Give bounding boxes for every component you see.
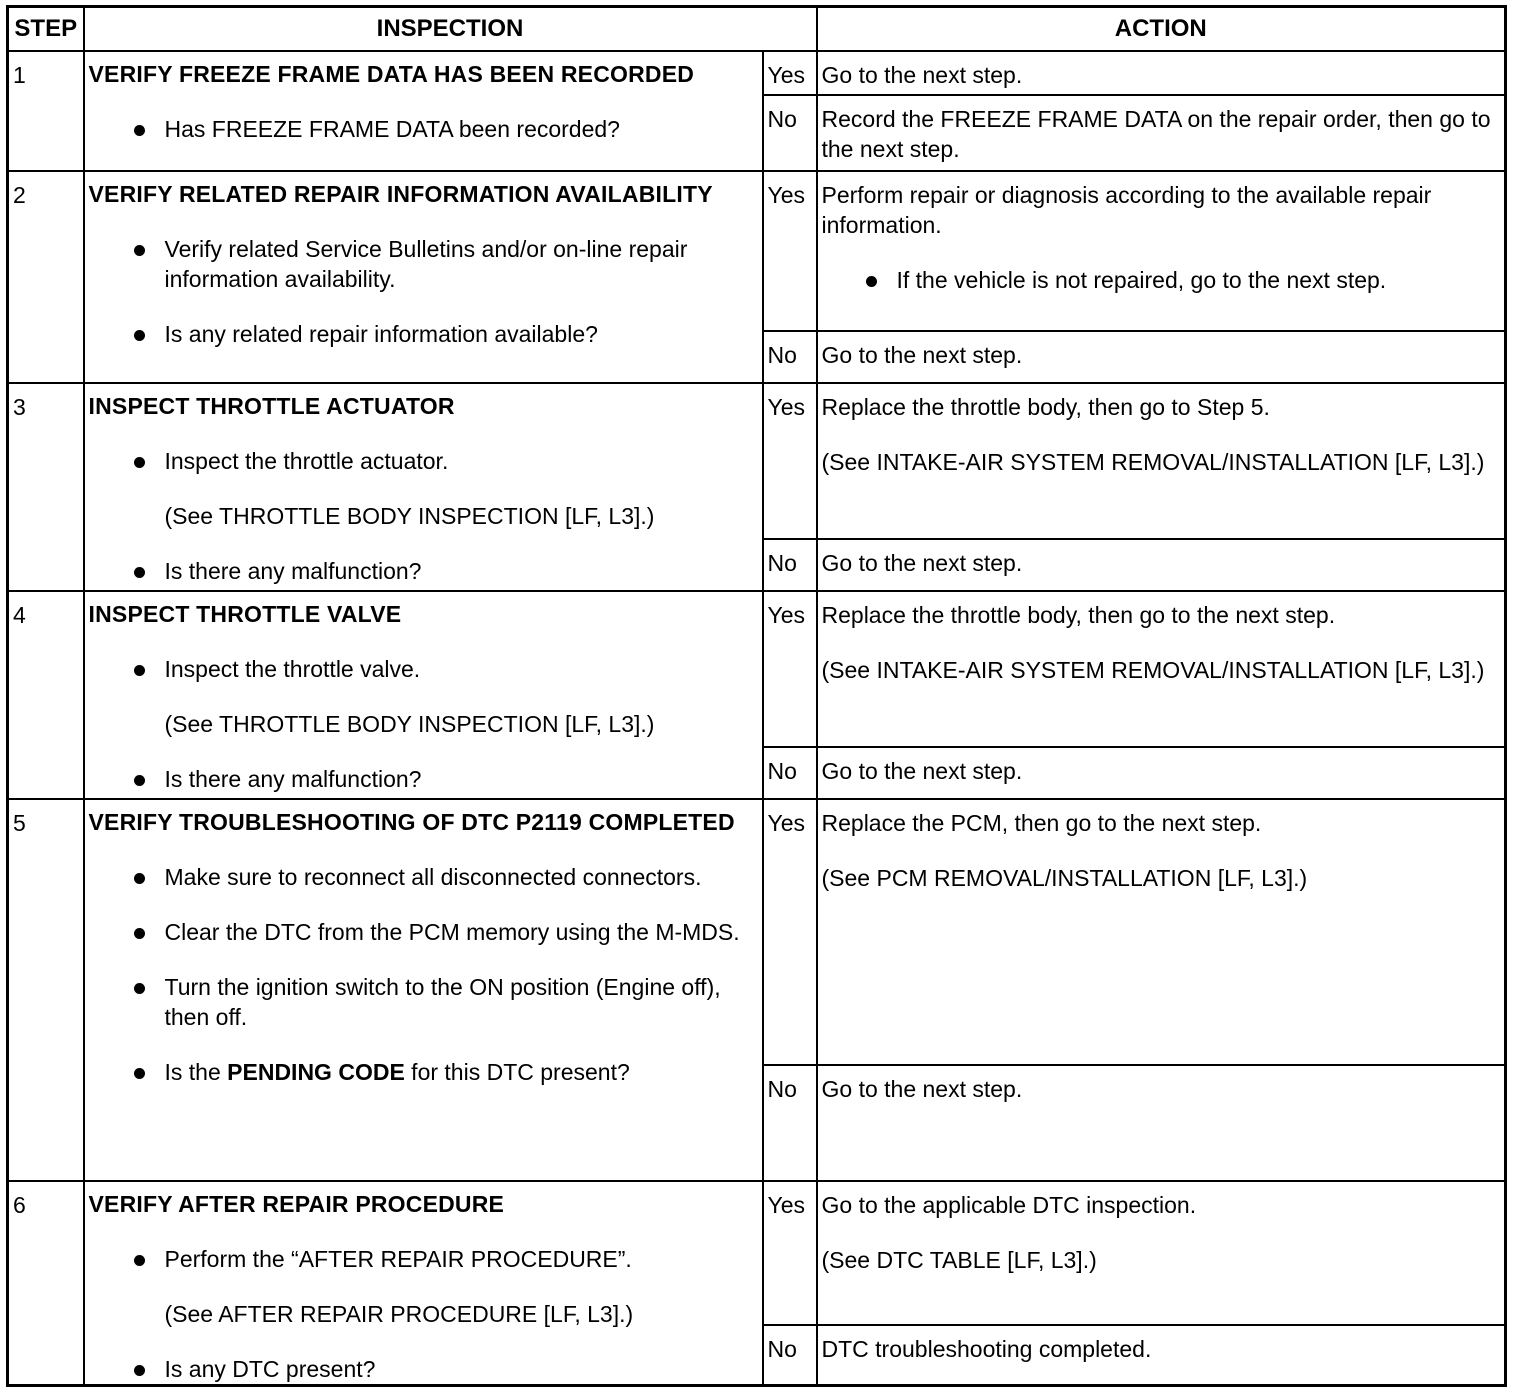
- no-action: Record the FREEZE FRAME DATA on the repair order, then go to the next step.: [817, 95, 1506, 171]
- no-label: No: [763, 1325, 817, 1386]
- yes-action-cell: [817, 1181, 1506, 1325]
- step-6-yes-row: [8, 1181, 1506, 1325]
- bullet-text-pre: Is the: [164, 1059, 228, 1085]
- inspection-bullet: Is there any malfunction?: [89, 556, 758, 586]
- no-action: DTC troubleshooting completed.: [817, 1325, 1506, 1386]
- no-action: Go to the next step.: [817, 539, 1506, 591]
- inspection-title: INSPECT THROTTLE VALVE: [88, 601, 402, 627]
- inspection-cell: [84, 591, 763, 799]
- inspection-cell: [84, 51, 763, 171]
- inspection-bullet: Turn the ignition switch to the ON position (Engine off), then off.: [89, 972, 758, 1032]
- inspection-bullet: Inspect the throttle valve.: [89, 654, 758, 684]
- yes-action-bullet: If the vehicle is not repaired, go to the next step.: [822, 265, 1499, 295]
- inspection-title: VERIFY FREEZE FRAME DATA HAS BEEN RECORDED: [88, 61, 695, 87]
- inspection-cell: [84, 171, 763, 383]
- inspection-bullet: Clear the DTC from the PCM memory using the M-MDS.: [89, 917, 758, 947]
- inspection-bullet: Is any DTC present?: [89, 1354, 758, 1384]
- inspection-bullet: Inspect the throttle actuator.: [89, 446, 758, 476]
- no-action: Go to the next step.: [817, 747, 1506, 799]
- inspection-reference: (See THROTTLE BODY INSPECTION [LF, L3].): [164, 711, 655, 737]
- step-number: 5: [8, 799, 84, 1181]
- yes-action: Perform repair or diagnosis according to the available repair information.: [821, 182, 1432, 238]
- yes-action-reference: (See INTAKE-AIR SYSTEM REMOVAL/INSTALLATION [LF, L3].): [821, 657, 1485, 683]
- step-1-yes-row: [8, 51, 1506, 95]
- yes-label: Yes: [763, 1181, 817, 1325]
- yes-action: Replace the PCM, then go to the next step.: [821, 810, 1262, 836]
- inspection-reference: (See AFTER REPAIR PROCEDURE [LF, L3].): [164, 1301, 634, 1327]
- step-2-yes-row: [8, 171, 1506, 331]
- inspection-title: INSPECT THROTTLE ACTUATOR: [88, 393, 455, 419]
- inspection-bullet: Is there any malfunction?: [89, 764, 758, 794]
- no-label: No: [763, 95, 817, 171]
- inspection-title: VERIFY AFTER REPAIR PROCEDURE: [88, 1191, 505, 1217]
- inspection-bullet: Make sure to reconnect all disconnected connectors.: [89, 862, 758, 892]
- diagnostic-table: [6, 5, 1507, 1387]
- step-number: 4: [8, 591, 84, 799]
- yes-action-reference: (See DTC TABLE [LF, L3].): [821, 1247, 1097, 1273]
- step-number: 3: [8, 383, 84, 591]
- step-number: 6: [8, 1181, 84, 1386]
- no-label: No: [763, 1065, 817, 1181]
- inspection-cell: [84, 383, 763, 591]
- step-number: 1: [8, 51, 84, 171]
- no-action: Go to the next step.: [817, 331, 1506, 383]
- bullet-text-post: for this DTC present?: [404, 1059, 630, 1085]
- inspection-reference: (See THROTTLE BODY INSPECTION [LF, L3].): [164, 503, 655, 529]
- yes-action: Replace the throttle body, then go to the next step.: [821, 602, 1336, 628]
- header-action: ACTION: [817, 7, 1506, 52]
- inspection-title: VERIFY RELATED REPAIR INFORMATION AVAILABILITY: [88, 181, 713, 207]
- yes-action: Go to the next step.: [817, 51, 1506, 95]
- no-label: No: [763, 539, 817, 591]
- no-action: Go to the next step.: [817, 1065, 1506, 1181]
- yes-action-cell: [817, 383, 1506, 539]
- no-label: No: [763, 747, 817, 799]
- yes-label: Yes: [763, 171, 817, 331]
- header-step: STEP: [8, 7, 84, 52]
- yes-action-cell: [817, 799, 1506, 1065]
- bullet-text-bold: PENDING CODE: [227, 1059, 405, 1085]
- yes-label: Yes: [763, 799, 817, 1065]
- step-number: 2: [8, 171, 84, 383]
- yes-action-reference: (See INTAKE-AIR SYSTEM REMOVAL/INSTALLATION [LF, L3].): [821, 449, 1485, 475]
- yes-label: Yes: [763, 51, 817, 95]
- header-inspection: INSPECTION: [84, 7, 817, 52]
- yes-action: Replace the throttle body, then go to Step 5.: [821, 394, 1270, 420]
- yes-action-cell: [817, 591, 1506, 747]
- inspection-bullet: Is any related repair information available?: [89, 319, 758, 349]
- header-row: [8, 7, 1506, 52]
- yes-action-cell: [817, 171, 1506, 331]
- yes-label: Yes: [763, 383, 817, 539]
- yes-action: Go to the applicable DTC inspection.: [821, 1192, 1197, 1218]
- step-3-yes-row: [8, 383, 1506, 539]
- step-4-yes-row: [8, 591, 1506, 747]
- no-label: No: [763, 331, 817, 383]
- step-5-yes-row: [8, 799, 1506, 1065]
- inspection-cell: [84, 1181, 763, 1386]
- yes-label: Yes: [763, 591, 817, 747]
- inspection-bullet: Perform the “AFTER REPAIR PROCEDURE”.: [89, 1244, 758, 1274]
- inspection-bullet: Verify related Service Bulletins and/or on-line repair information availability.: [89, 234, 758, 294]
- inspection-bullet: Has FREEZE FRAME DATA been recorded?: [89, 114, 758, 144]
- yes-action-reference: (See PCM REMOVAL/INSTALLATION [LF, L3].): [821, 865, 1308, 891]
- inspection-cell: [84, 799, 763, 1181]
- inspection-title: VERIFY TROUBLESHOOTING OF DTC P2119 COMPLETED: [88, 809, 735, 835]
- inspection-bullet: [89, 1057, 758, 1087]
